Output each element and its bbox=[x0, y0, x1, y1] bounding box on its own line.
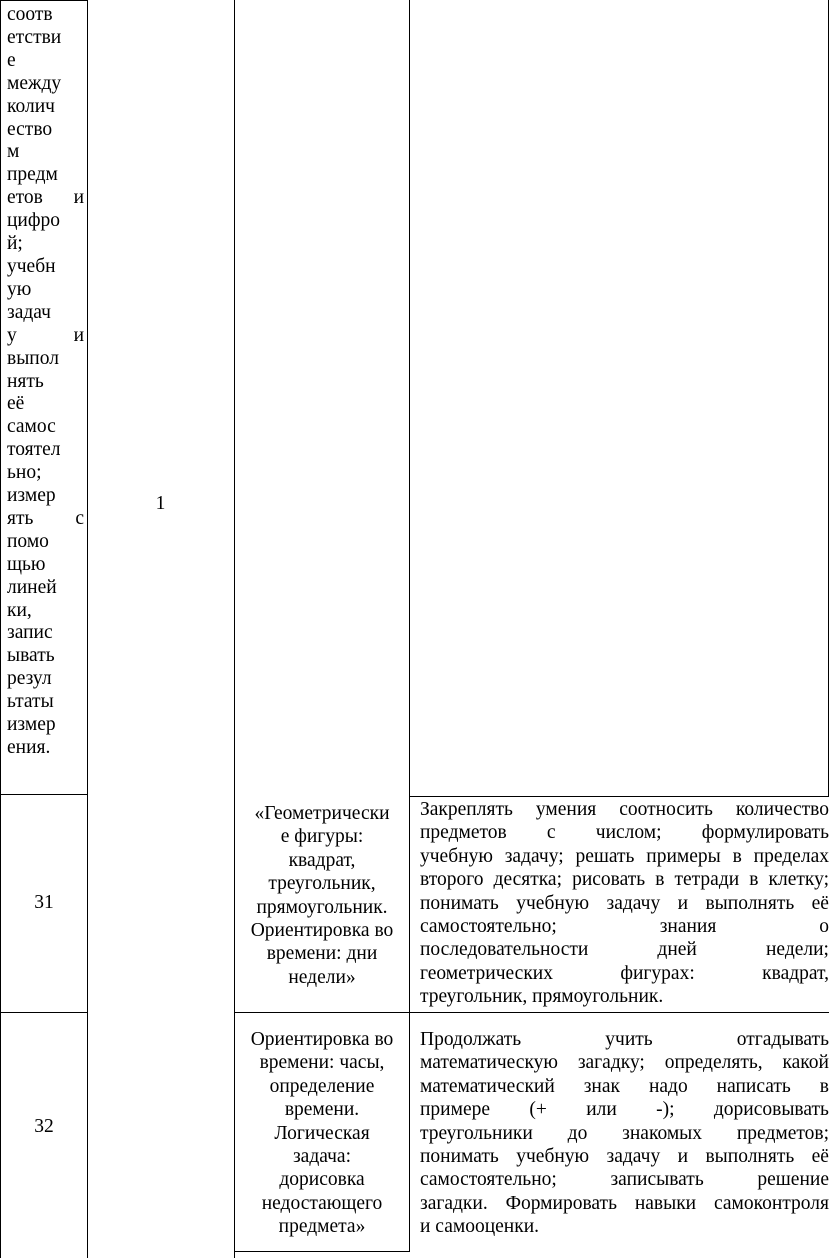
text-line: квадрат, bbox=[288, 849, 356, 871]
row-32-topic bbox=[234, 1012, 410, 1252]
word: её bbox=[811, 892, 829, 914]
text-line: и самооценки. bbox=[420, 1216, 540, 1238]
topic-text bbox=[239, 1028, 405, 1239]
text-line: Ориентировка во bbox=[250, 1029, 394, 1050]
text-line bbox=[7, 325, 84, 348]
row-31-number bbox=[0, 794, 88, 1013]
text-line: измер bbox=[7, 485, 56, 507]
word: до bbox=[567, 1122, 588, 1144]
objectives-text bbox=[420, 1028, 829, 1239]
hours-cell bbox=[87, 0, 235, 1013]
word: самоконтроля bbox=[713, 1192, 829, 1214]
text-line: ьно; bbox=[7, 462, 42, 484]
text-line bbox=[420, 915, 829, 938]
text-line: запис bbox=[7, 622, 53, 644]
word: загадки. bbox=[420, 1192, 488, 1214]
word: знак bbox=[583, 1075, 621, 1097]
row-number: 31 bbox=[34, 892, 54, 913]
topic-text bbox=[239, 802, 405, 989]
hours-value: 1 bbox=[155, 493, 166, 514]
word: самостоятельно; bbox=[420, 916, 557, 938]
text-line: тоятел bbox=[7, 439, 61, 461]
word: учебную bbox=[516, 1146, 590, 1168]
word: математический bbox=[420, 1075, 555, 1097]
text-line: нять bbox=[7, 370, 44, 392]
word: недели; bbox=[765, 939, 829, 961]
text-line: выпол bbox=[7, 347, 59, 369]
row-number: 32 bbox=[34, 1116, 54, 1137]
word: написать bbox=[716, 1075, 791, 1097]
word: решать bbox=[575, 845, 635, 867]
word: -); bbox=[656, 1099, 675, 1121]
word: навыки bbox=[634, 1192, 697, 1214]
word: треугольники bbox=[420, 1122, 533, 1144]
word: математическую bbox=[420, 1052, 558, 1074]
text-line: прямоугольник. bbox=[256, 896, 388, 918]
word: и bbox=[677, 892, 689, 914]
text-line bbox=[420, 1075, 829, 1098]
text-line: ки, bbox=[7, 599, 32, 621]
text-line: ения. bbox=[7, 737, 51, 758]
word: в bbox=[749, 869, 759, 891]
word: с bbox=[546, 822, 556, 844]
word: примеры bbox=[646, 845, 721, 867]
word: етов bbox=[7, 187, 43, 209]
word: тетради bbox=[674, 869, 740, 891]
word: отгадывать bbox=[736, 1029, 829, 1050]
objectives-fragment-cell bbox=[0, 0, 88, 795]
text-line bbox=[420, 821, 829, 844]
text-line: е фигуры: bbox=[280, 826, 364, 848]
word: и bbox=[677, 1146, 689, 1168]
objectives-fragment-text bbox=[7, 4, 84, 760]
text-line: самос bbox=[7, 416, 56, 438]
word: формулировать bbox=[701, 822, 829, 844]
text-line: ество bbox=[7, 118, 53, 140]
word: задачу bbox=[606, 1146, 661, 1168]
text-line: времени: часы, bbox=[259, 1052, 385, 1074]
text-line: колич bbox=[7, 95, 55, 117]
word: понимать bbox=[420, 892, 499, 914]
text-line: резул bbox=[7, 668, 52, 690]
text-line: е bbox=[7, 49, 16, 71]
text-line: м bbox=[7, 141, 20, 163]
text-line: времени: дни bbox=[266, 943, 378, 965]
text-line bbox=[7, 508, 84, 531]
word: записывать bbox=[610, 1169, 704, 1191]
word: умения bbox=[535, 799, 597, 820]
text-line: ьтаты bbox=[7, 691, 54, 713]
text-line: линей bbox=[7, 576, 57, 598]
text-line bbox=[420, 1051, 829, 1074]
word: самостоятельно; bbox=[420, 1169, 557, 1191]
word: квадрат, bbox=[762, 962, 829, 984]
word: учебную bbox=[420, 845, 493, 867]
word: и bbox=[73, 187, 84, 209]
text-line: ую bbox=[7, 278, 32, 300]
objectives-text bbox=[420, 798, 829, 1009]
word: в bbox=[732, 845, 742, 867]
word: геометрических bbox=[420, 962, 553, 984]
row-31-topic bbox=[234, 796, 410, 1013]
word: задачу; bbox=[504, 845, 564, 867]
text-line bbox=[420, 1122, 829, 1145]
word: в bbox=[819, 1075, 829, 1097]
word: учебную bbox=[516, 892, 590, 914]
word: загадку; bbox=[577, 1052, 645, 1074]
text-line bbox=[420, 1145, 829, 1168]
word: последовательности bbox=[420, 939, 589, 961]
text-line: между bbox=[7, 72, 62, 94]
text-line bbox=[420, 1192, 829, 1215]
row-32-objectives bbox=[409, 1012, 829, 1258]
empty-cell-wide bbox=[409, 0, 829, 797]
word: учить bbox=[605, 1029, 653, 1050]
word: клетку; bbox=[768, 869, 829, 891]
text-line: Логическая bbox=[274, 1122, 370, 1144]
word: выполнять bbox=[705, 1146, 795, 1168]
word: с bbox=[75, 507, 84, 529]
text-line bbox=[420, 1098, 829, 1121]
word: предметов; bbox=[736, 1122, 829, 1144]
empty-cell bbox=[234, 0, 410, 797]
word: понимать bbox=[420, 1146, 499, 1168]
word: дорисовывать bbox=[713, 1099, 829, 1121]
word: задачу bbox=[606, 892, 661, 914]
word: примере bbox=[420, 1099, 491, 1121]
text-line: её bbox=[7, 393, 25, 415]
text-line: дорисовка bbox=[279, 1169, 365, 1191]
text-line: й; bbox=[7, 233, 23, 255]
word: фигурах: bbox=[620, 962, 695, 984]
text-line bbox=[420, 962, 829, 985]
text-line: недели» bbox=[288, 966, 356, 988]
text-line bbox=[420, 1028, 829, 1051]
text-line: предмета» bbox=[278, 1216, 366, 1238]
text-line: измер bbox=[7, 714, 56, 736]
word: (+ bbox=[529, 1099, 547, 1121]
text-line: времени. bbox=[284, 1099, 360, 1121]
word: второго bbox=[420, 869, 484, 891]
text-line: недостающего bbox=[261, 1192, 383, 1214]
word: пределах bbox=[753, 845, 829, 867]
text-line: щью bbox=[7, 553, 46, 575]
row-32-hours bbox=[87, 1012, 235, 1258]
word: выполнять bbox=[705, 892, 795, 914]
row-32-number bbox=[0, 1012, 88, 1258]
word: или bbox=[586, 1099, 617, 1121]
text-line: треугольник, bbox=[268, 873, 376, 895]
word: дней bbox=[657, 939, 697, 961]
text-line bbox=[420, 845, 829, 868]
word: какой bbox=[782, 1052, 829, 1074]
word: о bbox=[819, 916, 829, 938]
word: рисовать bbox=[572, 869, 646, 891]
text-line bbox=[420, 938, 829, 961]
word: знания bbox=[659, 916, 717, 938]
word: количество bbox=[735, 799, 829, 820]
word: ять bbox=[7, 507, 34, 529]
text-line bbox=[420, 868, 829, 891]
word: у bbox=[7, 324, 17, 346]
word: в bbox=[655, 869, 665, 891]
text-line: задача: bbox=[292, 1146, 352, 1168]
text-line: учебн bbox=[7, 255, 56, 277]
text-line bbox=[420, 798, 829, 821]
word: её bbox=[811, 1146, 829, 1168]
word: знакомых bbox=[622, 1122, 703, 1144]
text-line: ывать bbox=[7, 645, 55, 667]
text-line: предм bbox=[7, 164, 58, 186]
word: предметов bbox=[420, 822, 507, 844]
word: Продолжать bbox=[420, 1029, 522, 1050]
word: десятка; bbox=[493, 869, 563, 891]
text-line: треугольник, прямоугольник. bbox=[420, 986, 664, 1008]
text-line: задач bbox=[7, 301, 51, 323]
text-line: Ориентировка во bbox=[250, 920, 394, 942]
word: и bbox=[73, 324, 84, 346]
text-line: помо bbox=[7, 530, 49, 552]
text-line: «Геометрически bbox=[254, 803, 390, 824]
word: соотносить bbox=[619, 799, 713, 820]
text-line: соотв bbox=[7, 4, 53, 25]
word: Формировать bbox=[505, 1192, 617, 1214]
text-line bbox=[420, 892, 829, 915]
text-line: етстви bbox=[7, 26, 62, 48]
text-line bbox=[7, 187, 84, 210]
word: надо bbox=[648, 1075, 688, 1097]
text-line: определение bbox=[269, 1075, 375, 1097]
word: определять, bbox=[664, 1052, 763, 1074]
word: числом; bbox=[595, 822, 662, 844]
word: решение bbox=[757, 1169, 829, 1191]
text-line bbox=[420, 1168, 829, 1191]
text-line: цифро bbox=[7, 210, 61, 232]
row-31-objectives bbox=[409, 796, 829, 1013]
word: Закреплять bbox=[420, 799, 513, 820]
